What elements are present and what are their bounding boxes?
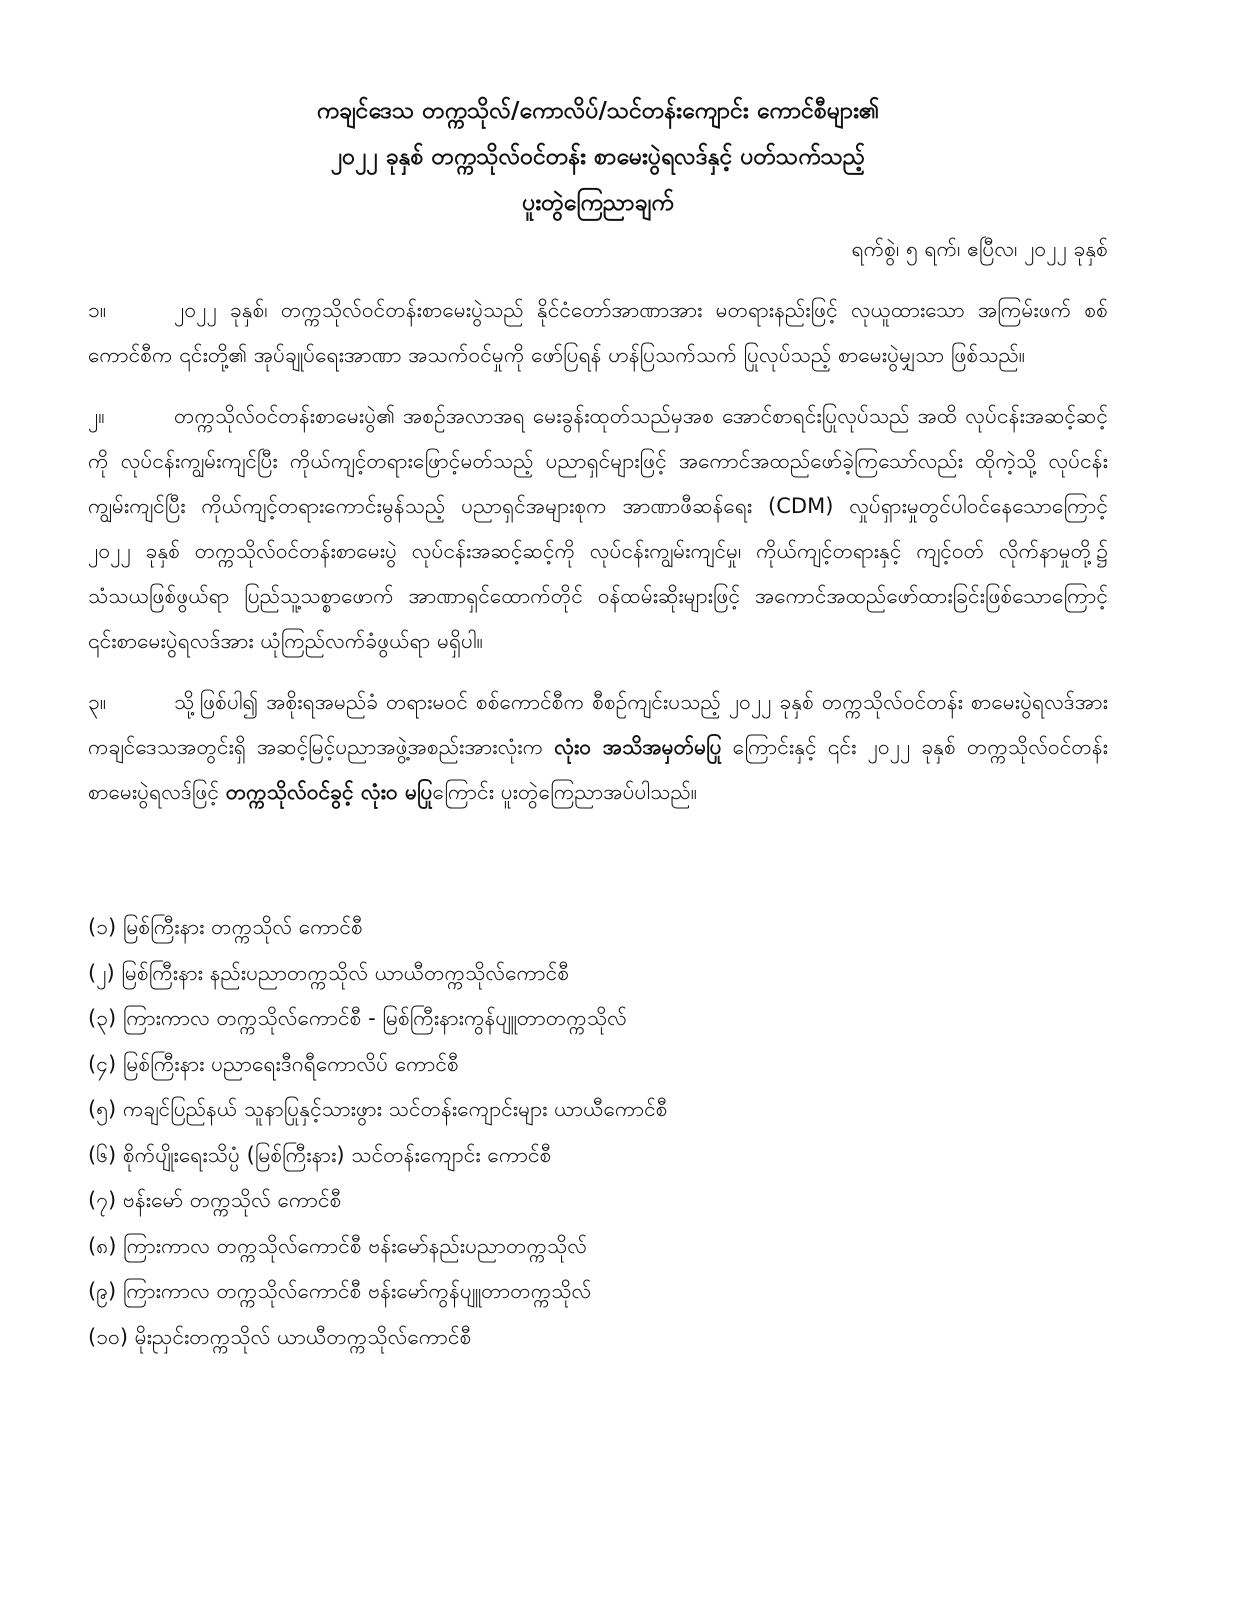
title-line-1: ကချင်ဒေသ တက္ကသိုလ်/ကောလိပ်/သင်တန်းကျောင်း ကောင်စီများ၏ [316, 98, 880, 124]
council-item: (၂) မြစ်ကြီးနား နည်းပညာတက္ကသိုလ် ယာယီတက္ကသိုလ်ကောင်စီ [88, 960, 570, 985]
paragraph-number: ၂။ [88, 404, 105, 428]
document-date: ရက်စွဲ၊ ၅ ရက်၊ ဧပြီလ၊ ၂၀၂၂ ခုနှစ် [851, 237, 1108, 261]
paragraph-text: ၂၀၂၂ ခုနှစ်၊ တက္ကသိုလ်ဝင်တန်းစာမေးပွဲသည် နိုင်ငံတော်အာဏာအား မတရားနည်းဖြင့် လုယူထားသော အကြမ်းဖက် စစ်ကောင်စီက ၎င်းတို့၏ အုပ်ချုပ်ရေးအာဏာ အသက်ဝင်မှုကို ဖော်ပြရန် ဟန်ပြသက်သက် ပြုလုပ်သည့် စာမေးပွဲမျှသာ ဖြစ်သည်။ [88, 298, 1108, 367]
council-item: (၁၀) မိုးညှင်းတက္ကသိုလ် ယာယီတက္ကသိုလ်ကောင်စီ [88, 1324, 472, 1349]
council-item: (၆) စိုက်ပျိုးရေးသိပ္ပံ (မြစ်ကြီးနား) သင်တန်းကျောင်း ကောင်စီ [88, 1142, 552, 1167]
paragraph-2 [88, 394, 1108, 664]
council-item: (၇) ဗန်းမော် တက္ကသိုလ် ကောင်စီ [88, 1188, 342, 1212]
paragraph-1 [88, 288, 1108, 378]
paragraph-text: ကြောင်းနှင့် ၎င်း ၂၀၂၂ ခုနှစ် တက္ကသိုလ်ဝင်တန်းစာမေးပွဲရလဒ်ဖြင့် [88, 735, 1108, 804]
council-item: (၅) ကချင်ပြည်နယ် သူနာပြုနှင့်သားဖွား သင်တန်းကျောင်းများ ယာယီကောင်စီ [88, 1097, 668, 1121]
title-line-2: ၂၀၂၂ ခုနှစ် တက္ကသိုလ်ဝင်တန်း စာမေးပွဲရလဒ်နှင့် ပတ်သက်သည့် [330, 144, 866, 170]
title-line-3: ပူးတွဲကြေညာချက် [522, 190, 674, 216]
paragraph-text: တက္ကသိုလ်ဝင်တန်းစာမေးပွဲ၏ အစဉ်အလာအရ မေးခွန်းထုတ်သည်မှအစ အောင်စာရင်းပြုလုပ်သည် အထိ လုပ်ငန်းအဆင့်ဆင့်ကို လုပ်ငန်းကျွမ်းကျင်ပြီး ကိုယ်ကျင့်တရားဖြောင့်မတ်သည့် ပညာရှင်များဖြင့် အကောင်အထည်ဖော်ခဲ့ကြသော်လည်း ထိုကဲ့သို့ လုပ်ငန်းကျွမ်းကျင်ပြီး ကိုယ်ကျင့်တရားကောင်းမွန်သည့် ပညာရှင်အများစုက အာဏာဖီဆန်ရေး (CDM) လှုပ်ရှားမှုတွင်ပါဝင်နေသောကြောင့် ၂၀၂၂ ခုနှစ် တက္ကသိုလ်ဝင်တန်းစာမေးပွဲ လုပ်ငန်းအဆင့်ဆင့်ကို လုပ်ငန်းကျွမ်းကျင်မှု၊ ကိုယ်ကျင့်တရားနှင့် ကျင့်ဝတ် လိုက်နာမှုတို့၌ သံသယဖြစ်ဖွယ်ရာ ပြည်သူ့သစ္စာဖောက် အာဏာရှင်ထောက်တိုင် ဝန်ထမ်းဆိုးများဖြင့် အကောင်အထည်ဖော်ထားခြင်းဖြစ်သောကြောင့် ၎င်းစာမေးပွဲရလဒ်အား ယုံကြည်လက်ခံဖွယ်ရာ မရှိပါ။ [88, 404, 1108, 653]
council-item: (၁) မြစ်ကြီးနား တက္ကသိုလ် ကောင်စီ [88, 915, 363, 939]
bold-text: တက္ကသိုလ်ဝင်ခွင့် လုံးဝ မပြု [225, 780, 433, 804]
council-item: (၈) ကြားကာလ တက္ကသိုလ်ကောင်စီ ဗန်းမော်နည်းပညာတက္ကသိုလ် [88, 1233, 587, 1258]
council-item: (၃) ကြားကာလ တက္ကသိုလ်ကောင်စီ - မြစ်ကြီးနားကွန်ပျူတာတက္ကသိုလ် [88, 1006, 627, 1030]
paragraph-text: ကြောင်း ပူးတွဲကြေညာအပ်ပါသည်။ [432, 780, 698, 804]
paragraph-number: ၁။ [88, 298, 107, 322]
announcement-document [88, 88, 1108, 1360]
bold-text: လုံးဝ အသိအမှတ်မပြု [554, 735, 722, 759]
paragraph-3 [88, 680, 1108, 815]
paragraph-number: ၃။ [88, 690, 107, 714]
council-list [88, 905, 1108, 1360]
council-item: (၉) ကြားကာလ တက္ကသိုလ်ကောင်စီ ဗန်းမော်ကွန်ပျူတာတက္ကသိုလ် [88, 1279, 592, 1303]
paragraph-text: သို့ဖြစ်ပါ၍ အစိုးရအမည်ခံ တရားမဝင် စစ်ကောင်စီက စီစဉ်ကျင်းပသည့် ၂၀၂၂ ခုနှစ် တက္ကသိုလ်ဝင်တန်း စာမေးပွဲရလဒ်အား ကချင်ဒေသအတွင်းရှိ အဆင့်မြင့်ပညာအဖွဲ့အစည်းအားလုံးက [88, 690, 1108, 759]
council-item: (၄) မြစ်ကြီးနား ပညာရေးဒီဂရီကောလိပ် ကောင်စီ [88, 1051, 459, 1076]
